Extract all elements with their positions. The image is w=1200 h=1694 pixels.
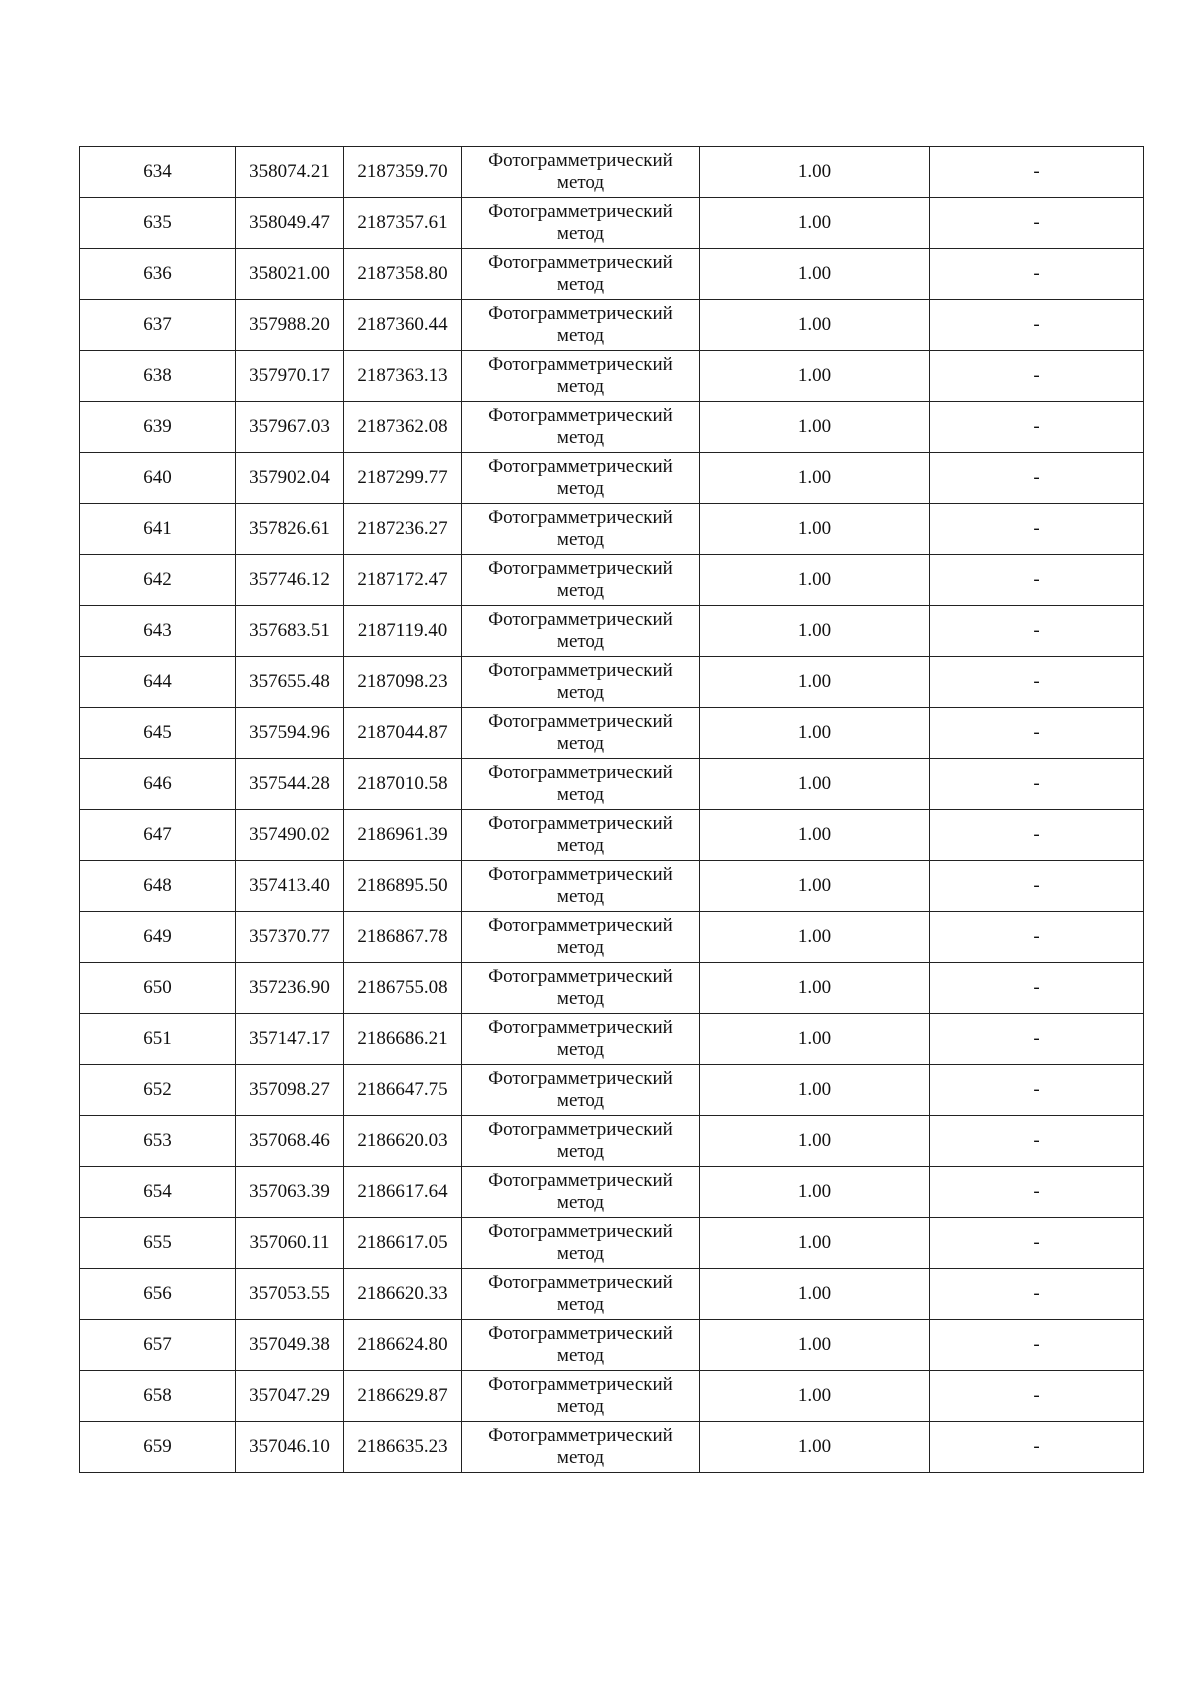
y-coordinate-cell: 2186867.78 <box>344 912 462 963</box>
y-coordinate-cell: 2186629.87 <box>344 1371 462 1422</box>
y-coordinate-cell: 2187359.70 <box>344 147 462 198</box>
accuracy-cell: 1.00 <box>700 351 930 402</box>
note-cell: - <box>930 759 1144 810</box>
x-coordinate-cell: 357060.11 <box>236 1218 344 1269</box>
method-text-line2: метод <box>556 835 605 856</box>
y-coordinate-cell: 2186624.80 <box>344 1320 462 1371</box>
y-coordinate-cell: 2186647.75 <box>344 1065 462 1116</box>
x-coordinate-cell: 357594.96 <box>236 708 344 759</box>
note-cell: - <box>930 1116 1144 1167</box>
accuracy-cell: 1.00 <box>700 1320 930 1371</box>
note-cell: - <box>930 708 1144 759</box>
method-text-line1: Фотограмметрический <box>488 507 673 528</box>
point-number-cell: 640 <box>80 453 236 504</box>
accuracy-cell: 1.00 <box>700 402 930 453</box>
x-coordinate-cell: 357370.77 <box>236 912 344 963</box>
method-cell <box>462 249 700 300</box>
note-cell: - <box>930 1014 1144 1065</box>
note-cell: - <box>930 1167 1144 1218</box>
point-number-cell: 652 <box>80 1065 236 1116</box>
table-row <box>80 402 1144 453</box>
method-cell <box>462 912 700 963</box>
x-coordinate-cell: 357655.48 <box>236 657 344 708</box>
x-coordinate-cell: 357098.27 <box>236 1065 344 1116</box>
note-cell: - <box>930 810 1144 861</box>
method-cell <box>462 1320 700 1371</box>
accuracy-cell: 1.00 <box>700 1014 930 1065</box>
note-cell: - <box>930 351 1144 402</box>
y-coordinate-cell: 2187360.44 <box>344 300 462 351</box>
table-row <box>80 1014 1144 1065</box>
y-coordinate-cell: 2187362.08 <box>344 402 462 453</box>
point-number-cell: 649 <box>80 912 236 963</box>
point-number-cell: 645 <box>80 708 236 759</box>
method-text-line2: метод <box>556 1039 605 1060</box>
method-cell <box>462 1014 700 1065</box>
method-cell <box>462 810 700 861</box>
table-row <box>80 198 1144 249</box>
x-coordinate-cell: 357902.04 <box>236 453 344 504</box>
method-cell <box>462 504 700 555</box>
x-coordinate-cell: 357490.02 <box>236 810 344 861</box>
point-number-cell: 657 <box>80 1320 236 1371</box>
method-text-line1: Фотограмметрический <box>488 1068 673 1089</box>
method-text-line2: метод <box>556 784 605 805</box>
x-coordinate-cell: 357746.12 <box>236 555 344 606</box>
method-text-line2: метод <box>556 1090 605 1111</box>
point-number-cell: 653 <box>80 1116 236 1167</box>
accuracy-cell: 1.00 <box>700 657 930 708</box>
point-number-cell: 650 <box>80 963 236 1014</box>
note-cell: - <box>930 147 1144 198</box>
point-number-cell: 643 <box>80 606 236 657</box>
x-coordinate-cell: 357967.03 <box>236 402 344 453</box>
y-coordinate-cell: 2186686.21 <box>344 1014 462 1065</box>
point-number-cell: 647 <box>80 810 236 861</box>
y-coordinate-cell: 2186617.05 <box>344 1218 462 1269</box>
accuracy-cell: 1.00 <box>700 555 930 606</box>
x-coordinate-cell: 357236.90 <box>236 963 344 1014</box>
table-row <box>80 1167 1144 1218</box>
method-cell <box>462 453 700 504</box>
method-text-line2: метод <box>556 376 605 397</box>
point-number-cell: 658 <box>80 1371 236 1422</box>
note-cell: - <box>930 1422 1144 1473</box>
note-cell: - <box>930 249 1144 300</box>
x-coordinate-cell: 357826.61 <box>236 504 344 555</box>
method-text-line2: метод <box>556 325 605 346</box>
y-coordinate-cell: 2186620.33 <box>344 1269 462 1320</box>
x-coordinate-cell: 357970.17 <box>236 351 344 402</box>
method-cell <box>462 1218 700 1269</box>
table-row <box>80 351 1144 402</box>
table-row <box>80 1371 1144 1422</box>
method-text-line1: Фотограмметрический <box>488 966 673 987</box>
method-text-line2: метод <box>556 223 605 244</box>
method-cell <box>462 402 700 453</box>
table-row <box>80 912 1144 963</box>
x-coordinate-cell: 357046.10 <box>236 1422 344 1473</box>
accuracy-cell: 1.00 <box>700 147 930 198</box>
point-number-cell: 639 <box>80 402 236 453</box>
note-cell: - <box>930 1269 1144 1320</box>
y-coordinate-cell: 2187236.27 <box>344 504 462 555</box>
point-number-cell: 642 <box>80 555 236 606</box>
method-cell <box>462 657 700 708</box>
accuracy-cell: 1.00 <box>700 198 930 249</box>
method-text-line1: Фотограмметрический <box>488 1425 673 1446</box>
y-coordinate-cell: 2187363.13 <box>344 351 462 402</box>
method-text-line1: Фотограмметрический <box>488 1272 673 1293</box>
note-cell: - <box>930 1320 1144 1371</box>
table-row <box>80 1218 1144 1269</box>
note-cell: - <box>930 1218 1144 1269</box>
method-text-line1: Фотограмметрический <box>488 1119 673 1140</box>
accuracy-cell: 1.00 <box>700 1371 930 1422</box>
method-text-line1: Фотограмметрический <box>488 252 673 273</box>
accuracy-cell: 1.00 <box>700 1065 930 1116</box>
point-number-cell: 654 <box>80 1167 236 1218</box>
x-coordinate-cell: 357049.38 <box>236 1320 344 1371</box>
accuracy-cell: 1.00 <box>700 249 930 300</box>
point-number-cell: 635 <box>80 198 236 249</box>
x-coordinate-cell: 357068.46 <box>236 1116 344 1167</box>
method-text-line2: метод <box>556 529 605 550</box>
note-cell: - <box>930 453 1144 504</box>
accuracy-cell: 1.00 <box>700 912 930 963</box>
method-text-line1: Фотограмметрический <box>488 405 673 426</box>
method-text-line2: метод <box>556 1141 605 1162</box>
y-coordinate-cell: 2187172.47 <box>344 555 462 606</box>
accuracy-cell: 1.00 <box>700 810 930 861</box>
accuracy-cell: 1.00 <box>700 1269 930 1320</box>
table-row <box>80 555 1144 606</box>
table-row <box>80 1116 1144 1167</box>
table-row <box>80 657 1144 708</box>
x-coordinate-cell: 357413.40 <box>236 861 344 912</box>
method-cell <box>462 861 700 912</box>
method-text-line2: метод <box>556 478 605 499</box>
method-text-line2: метод <box>556 580 605 601</box>
x-coordinate-cell: 357047.29 <box>236 1371 344 1422</box>
coordinates-table <box>79 146 1144 1473</box>
method-cell <box>462 759 700 810</box>
method-text-line1: Фотограмметрический <box>488 303 673 324</box>
method-text-line1: Фотограмметрический <box>488 1374 673 1395</box>
y-coordinate-cell: 2186961.39 <box>344 810 462 861</box>
method-text-line2: метод <box>556 733 605 754</box>
method-cell <box>462 1167 700 1218</box>
method-text-line1: Фотограмметрический <box>488 456 673 477</box>
table-row <box>80 759 1144 810</box>
note-cell: - <box>930 555 1144 606</box>
x-coordinate-cell: 358049.47 <box>236 198 344 249</box>
table-row <box>80 708 1144 759</box>
note-cell: - <box>930 402 1144 453</box>
point-number-cell: 651 <box>80 1014 236 1065</box>
method-cell <box>462 1116 700 1167</box>
y-coordinate-cell: 2187044.87 <box>344 708 462 759</box>
accuracy-cell: 1.00 <box>700 861 930 912</box>
accuracy-cell: 1.00 <box>700 300 930 351</box>
accuracy-cell: 1.00 <box>700 1167 930 1218</box>
table-row <box>80 1422 1144 1473</box>
x-coordinate-cell: 357147.17 <box>236 1014 344 1065</box>
point-number-cell: 637 <box>80 300 236 351</box>
method-cell <box>462 198 700 249</box>
method-text-line1: Фотограмметрический <box>488 762 673 783</box>
point-number-cell: 656 <box>80 1269 236 1320</box>
method-cell <box>462 300 700 351</box>
accuracy-cell: 1.00 <box>700 963 930 1014</box>
method-text-line1: Фотограмметрический <box>488 660 673 681</box>
table-row <box>80 1065 1144 1116</box>
y-coordinate-cell: 2187357.61 <box>344 198 462 249</box>
method-text-line2: метод <box>556 1294 605 1315</box>
method-text-line1: Фотограмметрический <box>488 558 673 579</box>
point-number-cell: 636 <box>80 249 236 300</box>
table-row <box>80 504 1144 555</box>
note-cell: - <box>930 912 1144 963</box>
note-cell: - <box>930 1371 1144 1422</box>
method-text-line2: метод <box>556 937 605 958</box>
point-number-cell: 638 <box>80 351 236 402</box>
y-coordinate-cell: 2187098.23 <box>344 657 462 708</box>
accuracy-cell: 1.00 <box>700 1116 930 1167</box>
note-cell: - <box>930 606 1144 657</box>
method-text-line2: метод <box>556 631 605 652</box>
method-cell <box>462 1065 700 1116</box>
accuracy-cell: 1.00 <box>700 759 930 810</box>
method-text-line2: метод <box>556 427 605 448</box>
y-coordinate-cell: 2187299.77 <box>344 453 462 504</box>
table-row <box>80 453 1144 504</box>
method-text-line2: метод <box>556 274 605 295</box>
accuracy-cell: 1.00 <box>700 1422 930 1473</box>
method-text-line1: Фотограмметрический <box>488 201 673 222</box>
point-number-cell: 646 <box>80 759 236 810</box>
method-cell <box>462 555 700 606</box>
method-cell <box>462 147 700 198</box>
method-text-line2: метод <box>556 1345 605 1366</box>
x-coordinate-cell: 357544.28 <box>236 759 344 810</box>
y-coordinate-cell: 2187010.58 <box>344 759 462 810</box>
method-text-line2: метод <box>556 1243 605 1264</box>
table-row <box>80 1320 1144 1371</box>
note-cell: - <box>930 504 1144 555</box>
method-text-line2: метод <box>556 988 605 1009</box>
y-coordinate-cell: 2186755.08 <box>344 963 462 1014</box>
x-coordinate-cell: 358021.00 <box>236 249 344 300</box>
method-cell <box>462 1371 700 1422</box>
note-cell: - <box>930 300 1144 351</box>
method-text-line1: Фотограмметрический <box>488 1017 673 1038</box>
method-cell <box>462 708 700 759</box>
method-cell <box>462 606 700 657</box>
table-row <box>80 147 1144 198</box>
y-coordinate-cell: 2186617.64 <box>344 1167 462 1218</box>
note-cell: - <box>930 963 1144 1014</box>
method-text-line1: Фотограмметрический <box>488 150 673 171</box>
method-cell <box>462 1422 700 1473</box>
method-text-line1: Фотограмметрический <box>488 813 673 834</box>
method-text-line1: Фотограмметрический <box>488 1170 673 1191</box>
accuracy-cell: 1.00 <box>700 606 930 657</box>
table-row <box>80 1269 1144 1320</box>
method-text-line2: метод <box>556 1396 605 1417</box>
note-cell: - <box>930 657 1144 708</box>
x-coordinate-cell: 357988.20 <box>236 300 344 351</box>
x-coordinate-cell: 357683.51 <box>236 606 344 657</box>
table-row <box>80 249 1144 300</box>
point-number-cell: 641 <box>80 504 236 555</box>
y-coordinate-cell: 2186895.50 <box>344 861 462 912</box>
x-coordinate-cell: 357063.39 <box>236 1167 344 1218</box>
method-text-line1: Фотограмметрический <box>488 1323 673 1344</box>
accuracy-cell: 1.00 <box>700 504 930 555</box>
note-cell: - <box>930 861 1144 912</box>
accuracy-cell: 1.00 <box>700 708 930 759</box>
accuracy-cell: 1.00 <box>700 1218 930 1269</box>
y-coordinate-cell: 2187119.40 <box>344 606 462 657</box>
point-number-cell: 648 <box>80 861 236 912</box>
table-row <box>80 861 1144 912</box>
table-row <box>80 300 1144 351</box>
point-number-cell: 659 <box>80 1422 236 1473</box>
method-text-line2: метод <box>556 1447 605 1468</box>
point-number-cell: 644 <box>80 657 236 708</box>
x-coordinate-cell: 357053.55 <box>236 1269 344 1320</box>
method-cell <box>462 351 700 402</box>
method-text-line2: метод <box>556 886 605 907</box>
table-row <box>80 963 1144 1014</box>
method-text-line1: Фотограмметрический <box>488 864 673 885</box>
method-text-line1: Фотограмметрический <box>488 1221 673 1242</box>
method-cell <box>462 963 700 1014</box>
table-row <box>80 810 1144 861</box>
method-text-line1: Фотограмметрический <box>488 354 673 375</box>
y-coordinate-cell: 2186620.03 <box>344 1116 462 1167</box>
method-text-line2: метод <box>556 172 605 193</box>
y-coordinate-cell: 2186635.23 <box>344 1422 462 1473</box>
y-coordinate-cell: 2187358.80 <box>344 249 462 300</box>
method-text-line1: Фотограмметрический <box>488 915 673 936</box>
method-text-line1: Фотограмметрический <box>488 609 673 630</box>
note-cell: - <box>930 198 1144 249</box>
accuracy-cell: 1.00 <box>700 453 930 504</box>
coordinates-table-body <box>80 147 1144 1473</box>
method-cell <box>462 1269 700 1320</box>
method-text-line1: Фотограмметрический <box>488 711 673 732</box>
table-row <box>80 606 1144 657</box>
point-number-cell: 634 <box>80 147 236 198</box>
method-text-line2: метод <box>556 682 605 703</box>
method-text-line2: метод <box>556 1192 605 1213</box>
x-coordinate-cell: 358074.21 <box>236 147 344 198</box>
note-cell: - <box>930 1065 1144 1116</box>
point-number-cell: 655 <box>80 1218 236 1269</box>
